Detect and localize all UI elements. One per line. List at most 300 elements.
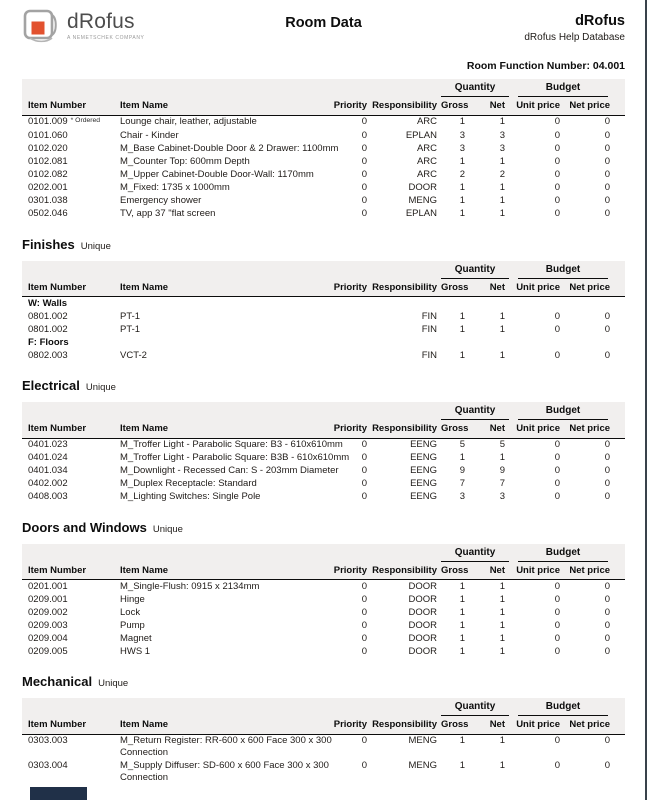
responsibility-cell: MENG: [408, 760, 437, 771]
responsibility-cell: ARC: [416, 143, 437, 154]
responsibility-cell: EPLAN: [405, 208, 437, 219]
item-name-cell: M_Duplex Receptacle: Standard: [120, 478, 257, 489]
gross-cell: 1: [459, 619, 465, 631]
net-cell: 1: [499, 580, 505, 592]
item-number-cell: 0502.046: [28, 208, 68, 219]
next-page-footer-fragment: [30, 787, 87, 800]
priority-cell: 0: [361, 465, 367, 476]
table-row: [22, 478, 625, 491]
responsibility-cell: EENG: [410, 439, 437, 450]
responsibility-cell: MENG: [408, 195, 437, 206]
unit-price-cell: 0: [554, 310, 560, 322]
item-name-cell: Lounge chair, leather, adjustable: [120, 116, 257, 127]
budget-group-header: Budget: [510, 79, 625, 97]
table-row: [22, 156, 625, 169]
section-title-text: Electrical: [22, 378, 80, 393]
gross-cell: 9: [459, 465, 465, 476]
unit-price-cell: 0: [554, 645, 560, 657]
net-price-cell: 0: [604, 143, 611, 154]
net-cell: 3: [499, 130, 505, 141]
item-name-cell: VCT-2: [120, 349, 147, 361]
priority-cell: 0: [361, 452, 367, 463]
logo-tagline: A NEMETSCHEK COMPANY: [67, 35, 145, 41]
priority-cell: 0: [361, 606, 367, 618]
items-table: [22, 698, 625, 785]
gross-cell: 3: [459, 143, 465, 154]
item-number-cell: 0209.005: [28, 645, 68, 657]
responsibility-cell: FIN: [421, 323, 437, 335]
priority-cell: 0: [361, 593, 367, 605]
gross-cell: 1: [459, 580, 465, 592]
priority-cell: 0: [361, 169, 367, 180]
section-subtitle: Unique: [80, 240, 111, 252]
responsibility-cell: MENG: [408, 735, 437, 746]
table-row: [22, 452, 625, 465]
column-header: Unit price: [510, 420, 568, 438]
gross-cell: 1: [459, 349, 465, 361]
item-number-cell: 0102.020: [28, 143, 68, 154]
item-number-cell: 0101.009 $^{* Ordered}$: [28, 116, 101, 127]
unit-price-cell: 0: [554, 465, 560, 476]
section-title: [22, 236, 625, 254]
table-row: [22, 310, 625, 323]
column-header: Priority: [330, 279, 372, 297]
net-price-cell: 0: [604, 208, 611, 219]
net-price-cell: 0: [604, 156, 611, 167]
priority-cell: 0: [361, 156, 367, 167]
net-price-cell: 0: [604, 130, 611, 141]
table-row: [22, 182, 625, 195]
section-title: [22, 673, 625, 691]
item-number-cell: 0209.004: [28, 632, 68, 644]
gross-cell: 1: [459, 735, 465, 746]
item-name-cell: M_Troffer Light - Parabolic Square: B3 - 610x610mm: [120, 439, 343, 450]
item-number-cell: 0402.002: [28, 478, 68, 489]
table-row: [22, 593, 625, 606]
net-price-cell: 0: [604, 452, 611, 463]
item-name-cell: M_Lighting Switches: Single Pole: [120, 491, 261, 502]
table-head: [22, 79, 625, 115]
item-number-cell: 0401.023: [28, 439, 68, 450]
net-cell: 1: [499, 593, 505, 605]
column-header: Net: [472, 279, 510, 297]
priority-cell: 0: [361, 580, 367, 592]
item-number-cell: 0303.003: [28, 735, 68, 746]
brand-subtitle: dRofus Help Database: [524, 32, 625, 43]
net-price-cell: 0: [604, 735, 611, 746]
table-row: [22, 169, 625, 182]
column-header: Priority: [330, 716, 372, 734]
column-header: Responsibility: [372, 716, 440, 734]
quantity-group-header: Quantity: [440, 698, 510, 716]
unit-price-cell: 0: [554, 182, 560, 193]
item-name-cell: PT-1: [120, 310, 141, 322]
table-row: [22, 619, 625, 632]
responsibility-cell: EENG: [410, 452, 437, 463]
gross-cell: 1: [459, 156, 465, 167]
items-table: [22, 544, 625, 659]
net-cell: 5: [499, 439, 505, 450]
column-header: Net price: [568, 420, 625, 438]
priority-cell: 0: [361, 439, 367, 450]
responsibility-cell: FIN: [421, 349, 437, 361]
table-head: [22, 402, 625, 438]
table-row: [22, 760, 625, 785]
net-cell: 1: [499, 323, 505, 335]
item-number-cell: 0801.002: [28, 323, 68, 335]
priority-cell: 0: [361, 632, 367, 644]
unit-price-cell: 0: [554, 130, 560, 141]
budget-group-header: Budget: [510, 402, 625, 420]
section-title: [22, 519, 625, 537]
net-cell: 1: [499, 310, 505, 322]
net-price-cell: 0: [604, 439, 611, 450]
gross-cell: 1: [459, 632, 465, 644]
net-price-cell: 0: [604, 593, 611, 605]
column-header: Unit price: [510, 562, 568, 580]
column-header: Item Name: [112, 420, 330, 438]
unit-price-cell: 0: [554, 606, 560, 618]
priority-cell: 0: [361, 735, 367, 746]
table-row: [22, 195, 625, 208]
column-header: Unit price: [510, 279, 568, 297]
responsibility-cell: DOOR: [408, 619, 437, 631]
priority-cell: 0: [361, 182, 367, 193]
table-row: [22, 115, 625, 130]
items-table: [22, 402, 625, 504]
column-header-row: [22, 716, 625, 734]
column-header-row: [22, 562, 625, 580]
net-cell: 1: [499, 116, 505, 127]
unit-price-cell: 0: [554, 143, 560, 154]
item-name-cell: M_Upper Cabinet-Double Door-Wall: 1170mm: [120, 169, 314, 180]
gross-cell: 1: [459, 593, 465, 605]
responsibility-cell: EENG: [410, 478, 437, 489]
ordered-note: * Ordered: [70, 117, 101, 124]
column-header: Gross: [440, 562, 472, 580]
gross-cell: 1: [459, 606, 465, 618]
responsibility-cell: EENG: [410, 465, 437, 476]
section-title-text: Doors and Windows: [22, 519, 147, 535]
column-header: Responsibility: [372, 562, 440, 580]
group-header-row: [22, 261, 625, 279]
row-group: [22, 297, 625, 311]
table-row: [22, 208, 625, 221]
net-cell: 1: [499, 349, 505, 361]
unit-price-cell: 0: [554, 208, 560, 219]
section-subtitle: Unique: [98, 678, 129, 689]
net-cell: 1: [499, 156, 505, 167]
item-number-cell: 0401.034: [28, 465, 68, 476]
net-price-cell: 0: [604, 465, 611, 476]
priority-cell: [330, 323, 372, 336]
net-cell: 1: [499, 760, 505, 771]
priority-cell: 0: [361, 645, 367, 657]
group-header-row: [22, 402, 625, 420]
item-number-cell: 0801.002: [28, 310, 68, 322]
table-row: [22, 606, 625, 619]
column-header: Net price: [568, 562, 625, 580]
table-row: [22, 491, 625, 504]
net-cell: 1: [499, 619, 505, 631]
net-price-cell: 0: [604, 760, 611, 771]
column-header: Item Name: [112, 716, 330, 734]
budget-group-header: Budget: [510, 698, 625, 716]
net-cell: 1: [499, 645, 505, 657]
table-head: [22, 544, 625, 580]
column-header: Responsibility: [372, 420, 440, 438]
table-body: [22, 297, 625, 363]
gross-cell: 1: [459, 116, 465, 127]
gross-cell: 1: [459, 323, 465, 335]
net-cell: 3: [499, 491, 505, 502]
responsibility-cell: DOOR: [408, 632, 437, 644]
item-name-cell: Magnet: [120, 632, 152, 644]
net-cell: 1: [499, 208, 505, 219]
section-title-text: Finishes: [22, 236, 75, 252]
item-name-cell: M_Single-Flush: 0915 x 2134mm: [120, 580, 260, 592]
net-cell: 1: [499, 182, 505, 193]
table-row: [22, 645, 625, 658]
table-row: [22, 438, 625, 452]
unit-price-cell: 0: [554, 593, 560, 605]
brand-block: [524, 13, 625, 43]
group-header-row: [22, 79, 625, 97]
item-name-cell: Pump: [120, 619, 145, 631]
table-row: [22, 143, 625, 156]
table-body: [22, 734, 625, 785]
priority-cell: 0: [361, 619, 367, 631]
gross-cell: 1: [459, 645, 465, 657]
item-name-cell: M_Base Cabinet-Double Door & 2 Drawer: 1100mm: [120, 143, 339, 154]
quantity-group-header: Quantity: [440, 544, 510, 562]
item-number-cell: 0102.082: [28, 169, 68, 180]
column-header: Item Number: [22, 279, 112, 297]
brand-name: dRofus: [575, 13, 625, 29]
table-head: [22, 261, 625, 297]
column-header: Net price: [568, 716, 625, 734]
report-header: [22, 7, 625, 51]
net-cell: 1: [499, 452, 505, 463]
unit-price-cell: 0: [554, 323, 560, 335]
section-title: [22, 377, 625, 395]
table-row: [22, 130, 625, 143]
column-header: Net: [472, 420, 510, 438]
item-name-cell: Chair - Kinder: [120, 130, 179, 141]
unit-price-cell: 0: [554, 439, 560, 450]
column-header: Item Number: [22, 420, 112, 438]
net-cell: 9: [499, 465, 505, 476]
item-number-cell: 0802.003: [28, 349, 68, 361]
priority-cell: 0: [361, 130, 367, 141]
item-name-cell: Hinge: [120, 593, 145, 605]
item-name-cell: M_Supply Diffuser: SD-600 x 600 Face 300 x 300 Connection: [120, 760, 329, 783]
item-number-cell: 0209.003: [28, 619, 68, 631]
net-price-cell: 0: [604, 580, 611, 592]
table-row: [22, 632, 625, 645]
table-row: [22, 465, 625, 478]
group-header-row: [22, 544, 625, 562]
net-price-cell: 0: [604, 491, 611, 502]
item-name-cell: M_Fixed: 1735 x 1000mm: [120, 182, 230, 193]
column-header: Unit price: [510, 97, 568, 115]
unit-price-cell: 0: [554, 760, 560, 771]
table-body: [22, 115, 625, 221]
section-subtitle: Unique: [152, 523, 183, 535]
items-table: [22, 79, 625, 221]
net-cell: 1: [499, 735, 505, 746]
item-number-cell: 0303.004: [28, 760, 68, 771]
column-header: Item Number: [22, 716, 112, 734]
column-header: Net: [472, 716, 510, 734]
responsibility-cell: DOOR: [408, 580, 437, 592]
sections: [22, 79, 625, 785]
column-header: Item Number: [22, 97, 112, 115]
column-header: Item Number: [22, 562, 112, 580]
gross-cell: 1: [459, 195, 465, 206]
net-cell: 2: [499, 169, 505, 180]
priority-cell: [330, 349, 372, 362]
item-name-cell: M_Troffer Light - Parabolic Square: B3B - 610x610mm: [120, 452, 350, 463]
item-number-cell: 0209.001: [28, 593, 68, 605]
responsibility-cell: EENG: [410, 491, 437, 502]
unit-price-cell: 0: [554, 195, 560, 206]
table-body: [22, 438, 625, 504]
gross-cell: 1: [459, 208, 465, 219]
responsibility-cell: ARC: [416, 116, 437, 127]
row-group-label: F: Floors: [28, 336, 69, 348]
column-header-row: [22, 420, 625, 438]
unit-price-cell: 0: [554, 632, 560, 644]
unit-price-cell: 0: [554, 580, 560, 592]
section-subtitle: Unique: [85, 382, 116, 393]
gross-cell: 1: [459, 452, 465, 463]
unit-price-cell: 0: [554, 116, 560, 127]
table-body: [22, 580, 625, 659]
column-header: Gross: [440, 716, 472, 734]
item-name-cell: HWS 1: [120, 645, 151, 657]
section-title-text: Mechanical: [22, 674, 93, 689]
responsibility-cell: ARC: [416, 169, 437, 180]
row-group: [22, 336, 625, 349]
net-price-cell: 0: [604, 645, 611, 657]
item-name-cell: M_Return Register: RR-600 x 600 Face 300 x 300 Connection: [120, 735, 332, 758]
item-name-cell: TV, app 37 "flat screen: [120, 208, 216, 219]
column-header: Net: [472, 562, 510, 580]
gross-cell: 1: [459, 310, 465, 322]
unit-price-cell: 0: [554, 156, 560, 167]
net-price-cell: 0: [604, 310, 611, 322]
page-title: Room Data: [285, 15, 362, 31]
responsibility-cell: DOOR: [408, 182, 437, 193]
gross-cell: 1: [459, 182, 465, 193]
quantity-group-header: Quantity: [440, 261, 510, 279]
logo-wordmark: dRofus: [67, 10, 135, 33]
net-price-cell: 0: [604, 632, 611, 644]
gross-cell: 1: [459, 760, 465, 771]
item-number-cell: 0301.038: [28, 195, 68, 206]
item-number-cell: 0202.001: [28, 182, 68, 193]
table-row: [22, 580, 625, 594]
item-number-cell: 0401.024: [28, 452, 68, 463]
unit-price-cell: 0: [554, 478, 560, 489]
column-header: Priority: [330, 420, 372, 438]
unit-price-cell: 0: [554, 452, 560, 463]
net-cell: 1: [499, 632, 505, 644]
column-header: Gross: [440, 420, 472, 438]
priority-cell: 0: [361, 208, 367, 219]
unit-price-cell: 0: [554, 735, 560, 746]
net-cell: 7: [499, 478, 505, 489]
priority-cell: 0: [361, 491, 367, 502]
column-header-row: [22, 279, 625, 297]
unit-price-cell: 0: [554, 491, 560, 502]
column-header: Net price: [568, 279, 625, 297]
column-header-row: [22, 97, 625, 115]
net-price-cell: 0: [604, 606, 611, 618]
responsibility-cell: DOOR: [408, 645, 437, 657]
column-header: Priority: [330, 97, 372, 115]
net-cell: 3: [499, 143, 505, 154]
item-number-cell: 0102.081: [28, 156, 68, 167]
table-row: [22, 323, 625, 336]
unit-price-cell: 0: [554, 169, 560, 180]
item-number-cell: 0101.060: [28, 130, 68, 141]
quantity-group-header: Quantity: [440, 402, 510, 420]
column-header: Item Name: [112, 97, 330, 115]
column-header: Priority: [330, 562, 372, 580]
priority-cell: 0: [361, 760, 367, 771]
gross-cell: 3: [459, 130, 465, 141]
net-price-cell: 0: [604, 116, 611, 127]
responsibility-cell: DOOR: [408, 593, 437, 605]
table-head: [22, 698, 625, 734]
column-header: Responsibility: [372, 279, 440, 297]
priority-cell: 0: [361, 143, 367, 154]
column-header: Net price: [568, 97, 625, 115]
net-price-cell: 0: [604, 349, 611, 361]
column-header: Item Name: [112, 279, 330, 297]
column-header: Gross: [440, 97, 472, 115]
responsibility-cell: ARC: [416, 156, 437, 167]
budget-group-header: Budget: [510, 261, 625, 279]
gross-cell: 3: [459, 491, 465, 502]
item-number-cell: 0209.002: [28, 606, 68, 618]
unit-price-cell: 0: [554, 349, 560, 361]
net-price-cell: 0: [604, 323, 611, 335]
item-name-cell: Lock: [120, 606, 141, 618]
table-row: [22, 734, 625, 760]
net-price-cell: 0: [604, 169, 611, 180]
item-name-cell: M_Downlight - Recessed Can: S - 203mm Diameter: [120, 465, 339, 476]
item-name-cell: PT-1: [120, 323, 141, 335]
priority-cell: 0: [361, 116, 367, 127]
net-price-cell: 0: [604, 619, 611, 631]
budget-group-header: Budget: [510, 544, 625, 562]
priority-cell: 0: [361, 478, 367, 489]
responsibility-cell: EPLAN: [405, 130, 437, 141]
drofus-logo-text: [67, 7, 144, 41]
priority-cell: 0: [361, 195, 367, 206]
item-name-cell: M_Counter Top: 600mm Depth: [120, 156, 250, 167]
room-function-number: Room Function Number: 04.001: [466, 60, 625, 72]
net-cell: 1: [499, 195, 505, 206]
quantity-group-header: Quantity: [440, 79, 510, 97]
item-number-cell: 0408.003: [28, 491, 68, 502]
group-header-row: [22, 698, 625, 716]
priority-cell: [330, 310, 372, 323]
unit-price-cell: 0: [554, 619, 560, 631]
